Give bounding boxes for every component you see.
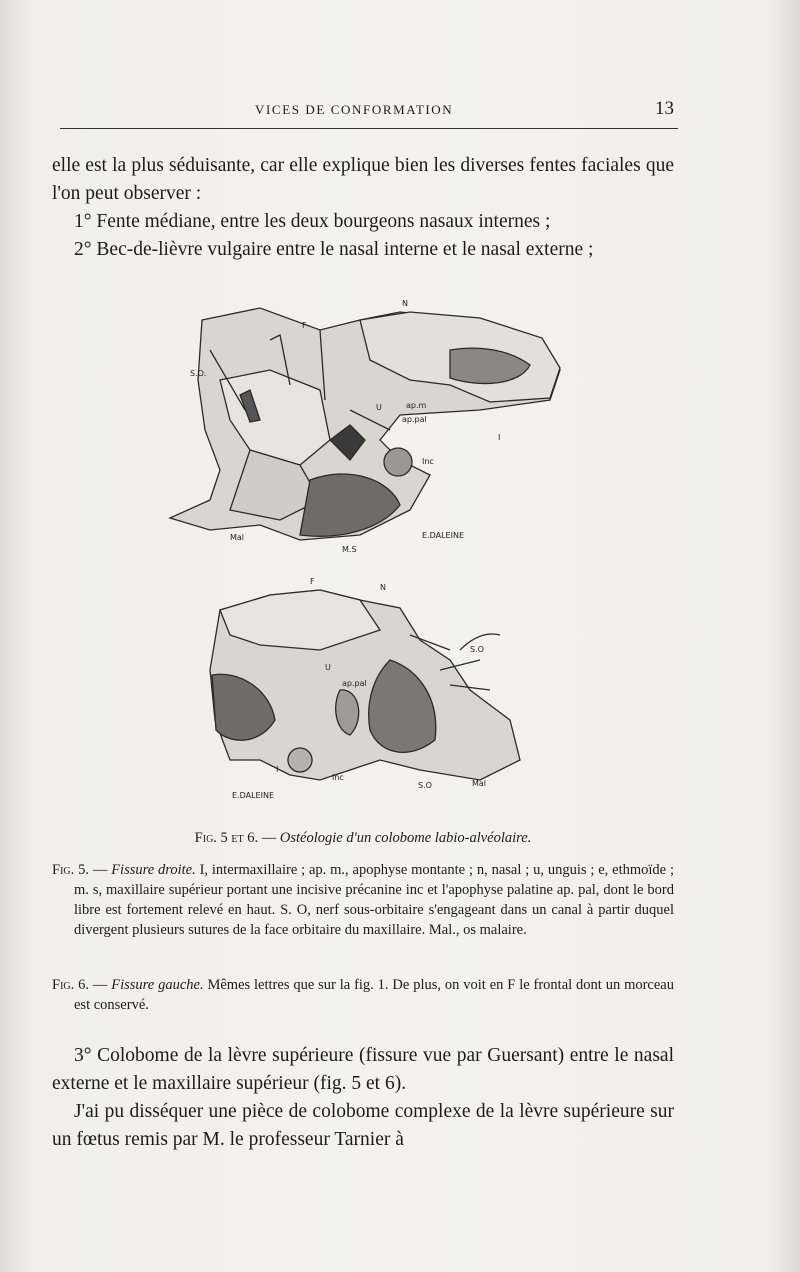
caption-prefix: Fig. 5 et 6. — <box>194 830 277 846</box>
svg-text:ap.pal: ap.pal <box>342 679 367 688</box>
svg-text:I: I <box>276 765 279 774</box>
svg-text:M.S: M.S <box>342 545 357 554</box>
paragraph-intro: elle est la plus séduisante, car elle explique bien les diverses fentes faciales que l'on peut observer : <box>52 155 674 204</box>
svg-text:Mal: Mal <box>230 533 245 542</box>
legend-fig6-subtitle: Fissure gauche. <box>111 977 204 993</box>
svg-text:Mal: Mal <box>472 779 487 788</box>
bottom-text-block <box>52 1042 674 1154</box>
legend-fig6-text: Mêmes lettres que sur la fig. 1. De plus, on voit en F le frontal dont un morceau est conservé. <box>74 977 674 1013</box>
legend-fig5-subtitle: Fissure droite. <box>111 862 196 878</box>
svg-text:N: N <box>402 299 408 308</box>
svg-text:ap.pal: ap.pal <box>402 415 427 424</box>
svg-text:S.O: S.O <box>470 645 484 654</box>
paragraph-dissection: J'ai pu disséquer une pièce de colobome complexe de la lèvre supérieure sur un fœtus remis par M. le professeur Tarnier à <box>52 1101 674 1150</box>
running-head-title: VICES DE CONFORMATION <box>255 102 454 117</box>
svg-text:U: U <box>376 403 382 412</box>
svg-text:Inc: Inc <box>422 457 434 466</box>
figure-caption <box>52 830 674 847</box>
svg-text:U: U <box>325 663 331 672</box>
list-item-fente-mediane: 1° Fente médiane, entre les deux bourgeons nasaux internes ; <box>74 211 551 232</box>
list-item-bec-de-lievre: 2° Bec-de-lièvre vulgaire entre le nasal interne et le nasal externe ; <box>74 239 594 260</box>
svg-text:I: I <box>498 433 501 442</box>
legend-fig5-lead: Fig. 5. — <box>52 862 108 878</box>
svg-text:S.O: S.O <box>418 781 432 790</box>
svg-text:F: F <box>310 577 315 586</box>
legend-fig5 <box>52 860 674 940</box>
svg-text:N: N <box>380 583 386 592</box>
svg-text:E.DALEINE: E.DALEINE <box>422 531 464 540</box>
svg-text:ap.m: ap.m <box>406 401 427 410</box>
running-head <box>60 96 678 126</box>
top-text-block <box>52 152 674 264</box>
caption-title: Ostéologie d'un colobome labio-alvéolaire. <box>279 830 532 846</box>
paragraph-colobome: 3° Colobome de la lèvre supérieure (fissure vue par Guersant) entre le nasal externe et le maxillaire supérieur (fig. 5 et 6). <box>52 1045 674 1094</box>
svg-text:Inc: Inc <box>332 773 344 782</box>
legend-fig6-lead: Fig. 6. — <box>52 977 108 993</box>
page-number: 13 <box>655 98 674 119</box>
skull-illustration <box>150 290 590 810</box>
svg-text:E.DALEINE: E.DALEINE <box>232 791 274 800</box>
legend-fig6 <box>52 975 674 1015</box>
header-rule <box>60 128 678 129</box>
svg-text:S.O.: S.O. <box>190 369 207 378</box>
anatomical-figure <box>150 290 590 810</box>
legend-fig5-text: I, intermaxillaire ; ap. m., apophyse montante ; n, nasal ; u, unguis ; e, ethmoïde ; m. s, maxillaire supérieur portant une incisive précanine inc et l'apophyse palatine ap. pal, dont le bord libre est fortement relevé en haut. S. O, nerf sous-orbitaire s'engageant dans un canal à partir duquel divergent plusieurs sutures de la face orbitaire du maxillaire. Mal., os malaire. <box>74 862 675 938</box>
svg-text:F: F <box>302 321 307 330</box>
fig5-drawing <box>170 308 560 540</box>
